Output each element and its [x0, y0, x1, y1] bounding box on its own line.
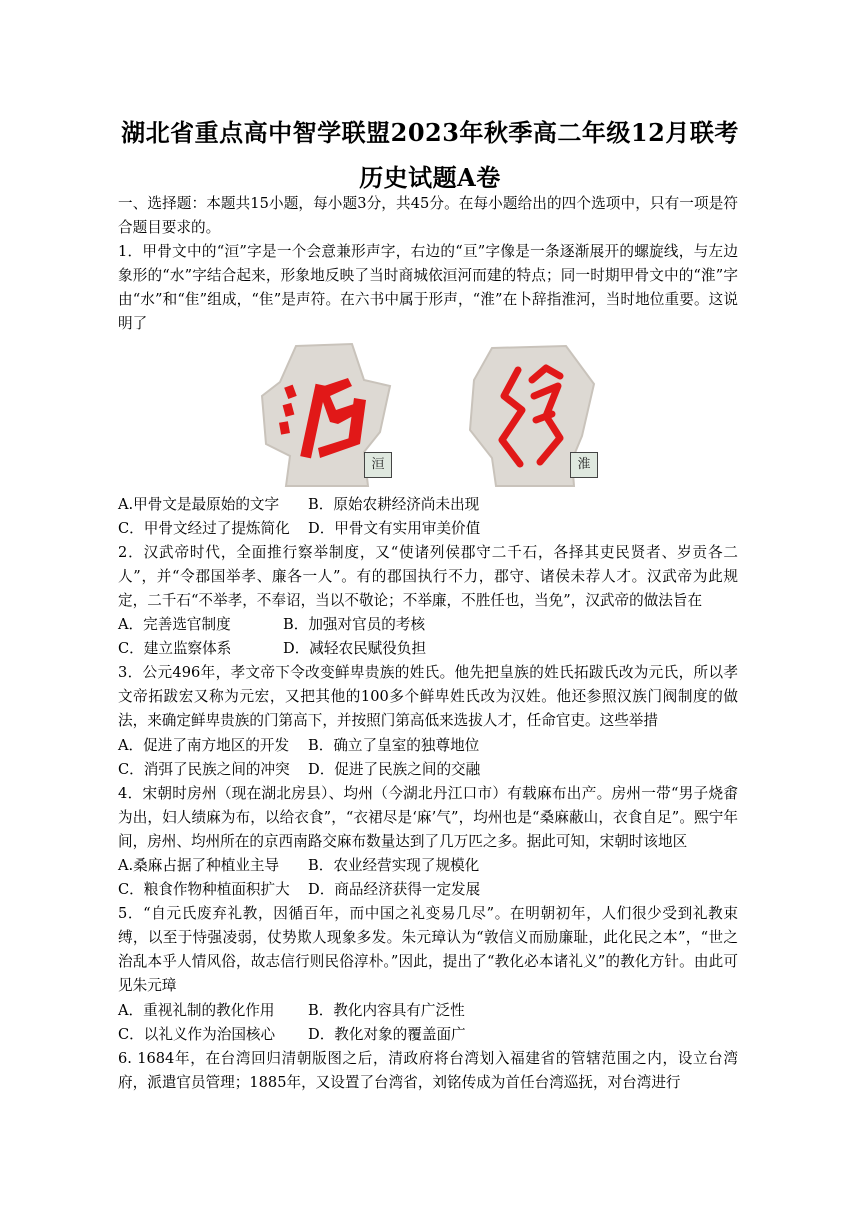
question-1-options-row1 — [118, 493, 738, 517]
option-c[interactable]: C．以礼义作为治国核心 — [118, 1025, 276, 1043]
option-b[interactable]: B．原始农耕经济尚未出现 — [308, 495, 480, 513]
oracle-bone-huai-figure — [462, 340, 602, 488]
question-2-stem: 2．汉武帝时代，全面推行察举制度，又“使诸列侯郡守二千石，各择其吏民贤者、岁贡各二人”，并“令郡国举孝、廉各一人”。有的郡国执行不力，郡守、诸侯未荐人才。汉武帝为此规定，二千石“不举孝，不奉诏，当以不敬论；不举廉，不胜任也，当免”，汉武帝的做法旨在 — [118, 543, 738, 609]
question-3-options-row2 — [118, 758, 738, 782]
oracle-bone-figures — [118, 337, 738, 493]
question-4-options-row1 — [118, 854, 738, 878]
exam-subtitle: 历史试题A卷 — [359, 163, 501, 192]
question-1-stem: 1．甲骨文中的“洹”字是一个会意兼形声字，右边的“亘”字像是一条逐渐展开的螺旋线，与左边象形的“水”字结合起来，形象地反映了当时商城依洹河而建的特点；同一时期甲骨文中的“淮”字由“水”和“隹”组成，“隹”是声符。在六书中属于形声，“淮”在卜辞指淮河，当时地位重要。这说明了 — [118, 243, 738, 333]
exam-body — [118, 192, 738, 1095]
label-huan: 洹 — [364, 452, 392, 478]
option-c[interactable]: C．甲骨文经过了提炼简化 — [118, 519, 290, 537]
question-4-options-row2 — [118, 878, 738, 902]
option-d[interactable]: D．甲骨文有实用审美价值 — [308, 519, 481, 537]
option-d[interactable]: D．商品经济获得一定发展 — [308, 881, 481, 899]
oracle-bone-huan-figure — [256, 340, 396, 488]
option-c[interactable]: C．建立监察体系 — [118, 640, 232, 658]
question-2-options-row1 — [118, 613, 738, 637]
option-a[interactable]: A．完善选官制度 — [118, 616, 231, 634]
option-b[interactable]: B．加强对官员的考核 — [283, 616, 426, 634]
option-d[interactable]: D．减轻农民赋役负担 — [283, 640, 427, 658]
exam-title: 湖北省重点高中智学联盟2023年秋季高二年级12月联考 — [121, 118, 739, 147]
question-6-stem: 6. 1684年，在台湾回归清朝版图之后，清政府将台湾划入福建省的管辖范围之内，设立台湾府，派遣官员管理；1885年，又设置了台湾省，刘铭传成为首任台湾巡抚，对台湾进行 — [118, 1049, 738, 1091]
option-c[interactable]: C．消弭了民族之间的冲突 — [118, 760, 290, 778]
section-intro: 一、选择题：本题共15小题，每小题3分，共45分。在每小题给出的四个选项中，只有一项是符合题目要求的。 — [118, 195, 738, 237]
option-a[interactable]: A．促进了南方地区的开发 — [118, 736, 290, 754]
question-2-options-row2 — [118, 637, 738, 661]
option-b[interactable]: B．确立了皇室的独尊地位 — [308, 736, 480, 754]
option-d[interactable]: D．教化对象的覆盖面广 — [308, 1025, 466, 1043]
question-5-options-row2 — [118, 1023, 738, 1047]
option-b[interactable]: B．教化内容具有广泛性 — [308, 1001, 465, 1019]
option-a[interactable]: A.桑麻占据了种植业主导 — [118, 856, 280, 874]
question-3-stem: 3．公元496年，孝文帝下令改变鲜卑贵族的姓氏。他先把皇族的姓氏拓跋氏改为元氏，所以孝文帝拓跋宏又称为元宏，又把其他的100多个鲜卑姓氏改为汉姓。他还参照汉族门阀制度的做法，来确定鲜卑贵族的门第高下，并按照门第高低来选拔人才，任命官吏。这些举措 — [118, 664, 738, 730]
option-d[interactable]: D．促进了民族之间的交融 — [308, 760, 481, 778]
option-a[interactable]: A.甲骨文是最原始的文字 — [118, 495, 280, 513]
question-1-options-row2 — [118, 517, 738, 541]
option-a[interactable]: A．重视礼制的教化作用 — [118, 1001, 275, 1019]
option-b[interactable]: B．农业经营实现了规模化 — [308, 856, 480, 874]
label-huai: 淮 — [570, 452, 598, 478]
question-3-options-row1 — [118, 734, 738, 758]
question-4-stem: 4．宋朝时房州（现在湖北房县）、均州（今湖北丹江口市）有载麻布出产。房州一带“男子烧畬为出，妇人绩麻为布，以给衣食”，“衣裙尽是‘麻’气”，均州也是“桑麻蔽山，衣食自足”。熙宁年间，房州、均州所在的京西南路交麻布数量达到了几万匹之多。据此可知，宋朝时该地区 — [118, 784, 738, 850]
question-5-stem: 5．“自元氏废弃礼教，因循百年，而中国之礼变易几尽”。在明朝初年，人们很少受到礼教束缚，以至于恃强凌弱，仗势欺人现象多发。朱元璋认为“敦信义而励廉耻，此化民之本”，“世之治乱本乎人情风俗，故志信行则民俗淳朴。”因此，提出了“教化必本诸礼义”的教化方针。由此可见朱元璋 — [118, 905, 738, 995]
option-c[interactable]: C．粮食作物种植面积扩大 — [118, 881, 290, 899]
question-5-options-row1 — [118, 999, 738, 1023]
